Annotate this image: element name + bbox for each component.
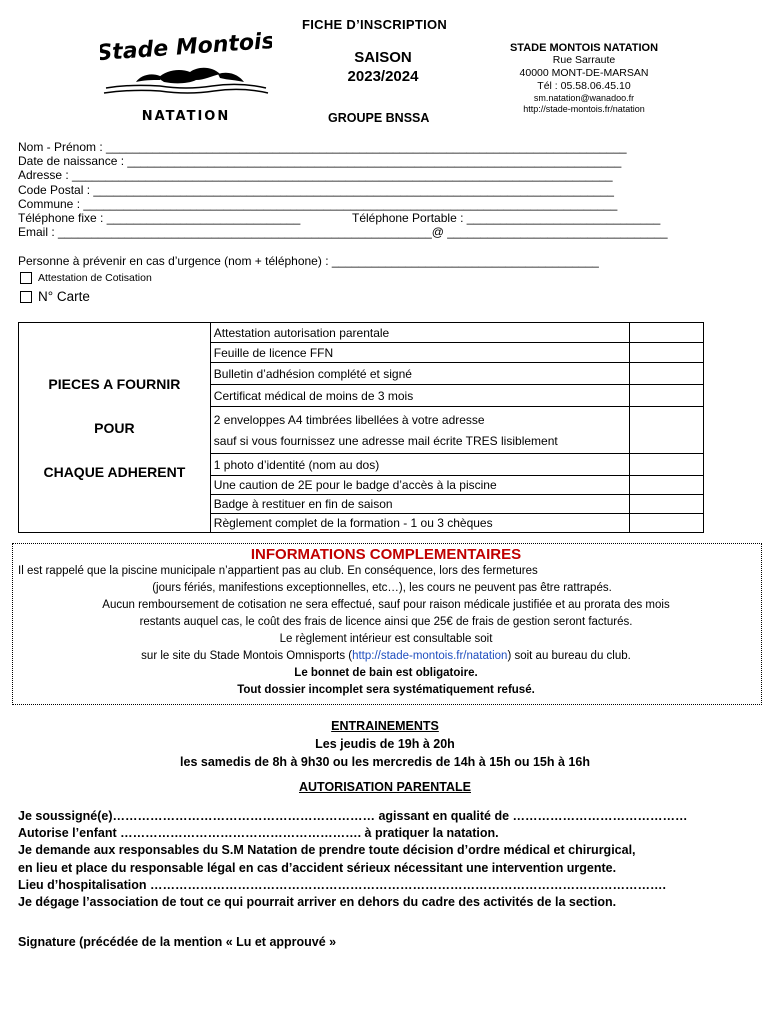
- swimmer-logo-icon: [100, 30, 272, 122]
- logo-bottom-text: NATATION: [141, 109, 231, 122]
- birthdate-field[interactable]: Date de naissance : __________________________________________________________________________: [18, 154, 622, 169]
- info-text-part: ) soit au bureau du club.: [507, 650, 631, 662]
- club-name: STADE MONTOIS NATATION: [509, 42, 659, 54]
- table-row: [19, 323, 704, 343]
- signature-label: Signature (précédée de la mention « Lu et approuvé »: [18, 935, 337, 949]
- authorization-line-signee[interactable]: Je soussigné(e)……………………………………………………… agissant en qualité de ……………………………………: [18, 809, 688, 823]
- piece-item-note: sauf si vous fournissez une adresse mail écrite TRES lisiblement: [213, 434, 558, 448]
- phone-row: [18, 211, 668, 225]
- checkbox-card-row: [20, 289, 90, 304]
- piece-item: 1 photo d’identité (nom au dos): [210, 454, 629, 476]
- pieces-label-1: PIECES A FOURNIR: [48, 375, 181, 392]
- authorization-line: Je demande aux responsables du S.M Natation de prendre toute décision d’ordre médical et chirurgical,: [18, 843, 636, 858]
- training-section: [0, 717, 770, 771]
- authorization-line-child[interactable]: Autorise l’enfant …………………………………………………. à pratiquer la natation.: [18, 826, 499, 841]
- authorization-line-hospital[interactable]: Lieu d’hospitalisation …………………………………………………………………………………………………………….: [18, 877, 666, 892]
- club-street: Rue Sarraute: [552, 54, 616, 66]
- piece-item: Certificat médical de moins de 3 mois: [210, 385, 629, 407]
- info-line: (jours fériés, manifestions exceptionnelles, etc…), les cours ne peuvent pas être rattrapés.: [152, 582, 612, 594]
- phone-fixe-field[interactable]: Téléphone fixe : _____________________________: [18, 211, 301, 226]
- piece-item: Bulletin d’adhésion complété et signé: [210, 363, 629, 385]
- info-line-refusal: Tout dossier incomplet sera systématiquement refusé.: [237, 684, 535, 696]
- piece-check-cell[interactable]: [630, 385, 704, 407]
- info-line: Aucun remboursement de cotisation ne sera effectué, sauf pour raison médicale justifiée et au prorata des mois: [102, 599, 670, 611]
- piece-item: Feuille de licence FFN: [210, 343, 629, 363]
- piece-check-cell[interactable]: [630, 476, 704, 495]
- city-field[interactable]: Commune : ________________________________________________________________________________: [18, 196, 618, 211]
- club-address-block: [488, 42, 680, 115]
- club-logo: [100, 30, 272, 122]
- pieces-label-cell: [19, 323, 211, 533]
- info-line: restants auquel cas, le coût des frais de licence ainsi que 25€ de frais de gestion seront facturés.: [139, 616, 633, 628]
- form-title: FICHE D’INSCRIPTION: [302, 17, 448, 32]
- piece-check-cell[interactable]: [630, 363, 704, 385]
- info-line: Le règlement intérieur est consultable soit: [279, 633, 493, 645]
- card-number-checkbox[interactable]: [20, 291, 32, 303]
- checkbox-attestation-row: [20, 272, 152, 284]
- season-label: SAISON: [354, 49, 412, 66]
- authorization-line: en lieu et place du responsable légal en cas d’accident sérieux nécessitant une intervention urgente.: [18, 860, 617, 875]
- club-phone: Tél : 05.58.06.45.10: [537, 80, 631, 92]
- training-line: les samedis de 8h à 9h30 ou les mercredis de 14h à 15h ou 15h à 16h: [180, 755, 590, 769]
- authorization-line: Je dégage l’association de tout ce qui pourrait arriver en dehors du cadre des activités de la section.: [18, 895, 617, 910]
- pieces-table: [18, 322, 704, 533]
- piece-item-envelopes: [210, 407, 629, 454]
- piece-check-cell[interactable]: [630, 343, 704, 363]
- piece-item: Une caution de 2E pour le badge d’accès à la piscine: [210, 476, 629, 495]
- training-line: Les jeudis de 19h à 20h: [315, 737, 455, 751]
- authorization-title: AUTORISATION PARENTALE: [299, 780, 471, 794]
- club-city: 40000 MONT-DE-MARSAN: [519, 67, 649, 79]
- card-number-label: N° Carte: [38, 289, 90, 304]
- piece-item: 2 enveloppes A4 timbrées libellées à votre adresse: [213, 413, 485, 427]
- attestation-label: Attestation de Cotisation: [38, 272, 152, 284]
- info-title: INFORMATIONS COMPLEMENTAIRES: [250, 546, 522, 563]
- piece-check-cell[interactable]: [630, 454, 704, 476]
- attestation-checkbox[interactable]: [20, 272, 32, 284]
- address-field[interactable]: Adresse : _________________________________________________________________________________: [18, 168, 613, 183]
- piece-check-cell[interactable]: [630, 407, 704, 454]
- info-line: Il est rappelé que la piscine municipale n’appartient pas au club. En conséquence, lors des fermetures: [18, 565, 538, 577]
- info-section: [12, 546, 760, 699]
- piece-item: Règlement complet de la formation - 1 ou 3 chèques: [210, 514, 629, 533]
- piece-item: Badge à restituer en fin de saison: [210, 495, 629, 514]
- season-years: 2023/2024: [347, 68, 419, 85]
- piece-check-cell[interactable]: [630, 323, 704, 343]
- piece-check-cell[interactable]: [630, 514, 704, 533]
- authorization-section: [18, 808, 688, 911]
- pieces-label-2: POUR: [94, 419, 135, 436]
- info-text-part: sur le site du Stade Montois Omnisports (: [141, 650, 353, 662]
- logo-top-text: Stade Montois: [100, 30, 272, 67]
- piece-item: Attestation autorisation parentale: [210, 323, 629, 343]
- club-website: http://stade-montois.fr/natation: [523, 104, 645, 114]
- info-line-website: [12, 648, 760, 665]
- emergency-contact-field[interactable]: Personne à prévenir en cas d’urgence (nom + téléphone) : ________________________________________: [18, 254, 599, 268]
- name-field[interactable]: Nom - Prénom : ______________________________________________________________________________: [18, 140, 627, 154]
- info-line-cap: Le bonnet de bain est obligatoire.: [294, 667, 478, 679]
- phone-portable-field[interactable]: Téléphone Portable : _____________________________: [352, 211, 661, 226]
- identity-form: [18, 140, 668, 239]
- season-block: [320, 48, 446, 86]
- group-label: GROUPE BNSSA: [328, 111, 430, 125]
- pieces-label-3: CHAQUE ADHERENT: [43, 463, 186, 480]
- omnisports-link[interactable]: http://stade-montois.fr/natation: [352, 650, 508, 662]
- postal-code-field[interactable]: Code Postal : ______________________________________________________________________________: [18, 182, 614, 197]
- email-field[interactable]: Email : ________________________________________________________@ _________________________________: [18, 225, 668, 240]
- training-title: ENTRAINEMENTS: [331, 719, 439, 733]
- piece-check-cell[interactable]: [630, 495, 704, 514]
- club-email: sm.natation@wanadoo.fr: [533, 93, 635, 103]
